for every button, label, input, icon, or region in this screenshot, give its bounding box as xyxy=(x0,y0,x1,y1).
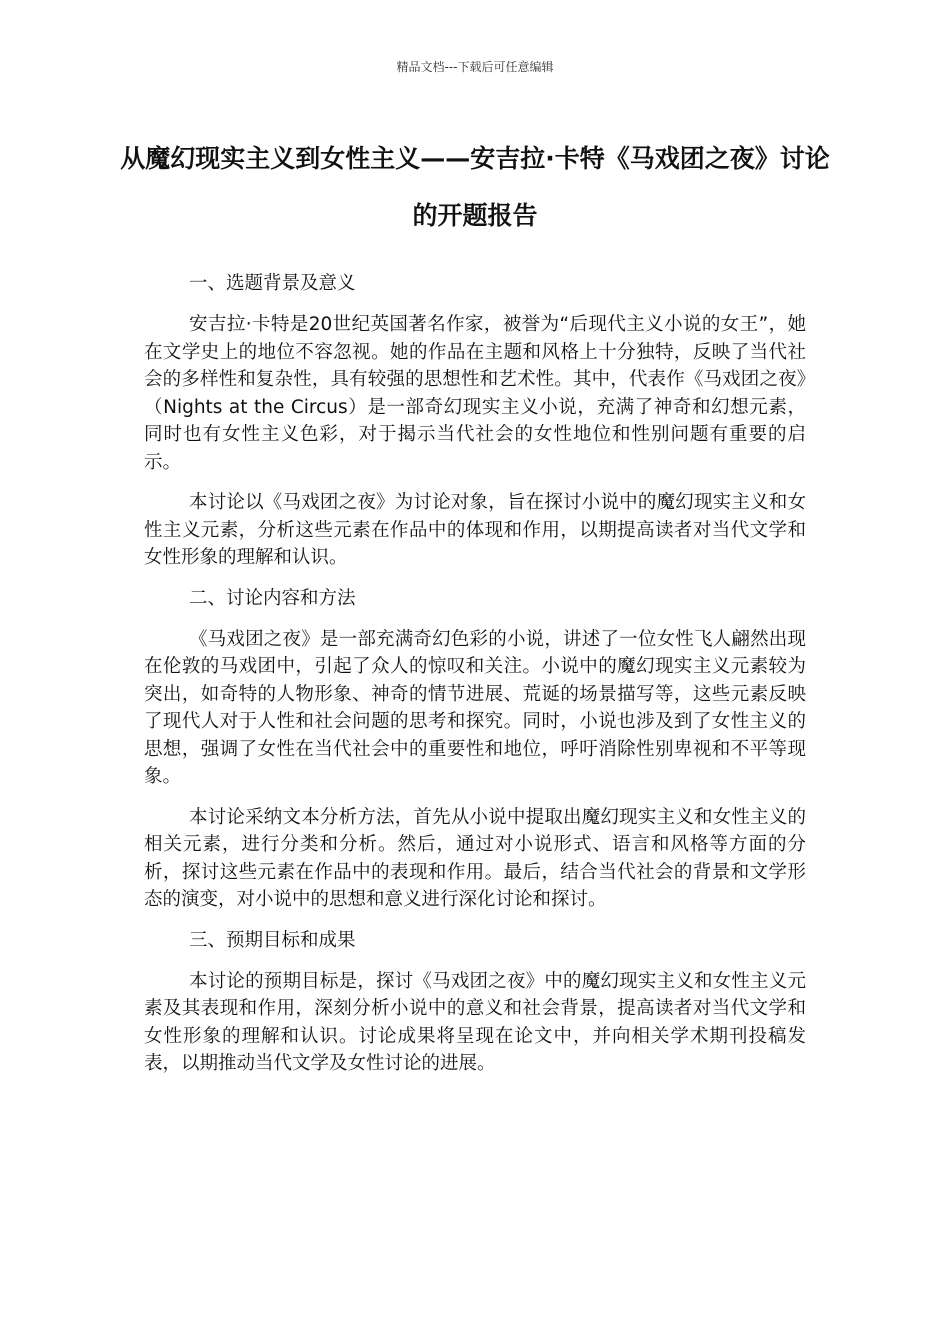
document-title: 从魔幻现实主义到女性主义——安吉拉·卡特《马戏团之夜》讨论的开题报告 xyxy=(120,144,830,230)
paragraph: 本讨论的预期目标是，探讨《马戏团之夜》中的魔幻现实主义和女性主义元素及其表现和作用，深刻分析小说中的意义和社会背景，提高读者对当代文学和女性形象的理解和认识。讨论成果将呈现在论文中，并向相关学术期刊投稿发表，以期推动当代文学及女性讨论的进展。 xyxy=(144,970,806,1074)
section-heading: 一、选题背景及意义 xyxy=(189,273,356,294)
section-background xyxy=(144,270,806,572)
section-heading: 三、预期目标和成果 xyxy=(189,929,356,951)
section-heading: 二、讨论内容和方法 xyxy=(189,587,356,609)
section-content-method xyxy=(144,585,806,914)
header-note: 精品文档---下载后可任意编辑 xyxy=(396,60,554,74)
paragraph: 本讨论以《马戏团之夜》为讨论对象，旨在探讨小说中的魔幻现实主义和女性主义元素，分析这些元素在作品中的体现和作用，以期提高读者对当代文学和女性形象的理解和认识。 xyxy=(144,492,806,568)
document-body xyxy=(144,270,806,1091)
paragraph: 《马戏团之夜》是一部充满奇幻色彩的小说，讲述了一位女性飞人翩然出现在伦敦的马戏团中，引起了众人的惊叹和关注。小说中的魔幻现实主义元素较为突出，如奇特的人物形象、神奇的情节进展、荒诞的场景描写等，这些元素反映了现代人对于人性和社会问题的思考和探究。同时，小说也涉及到了女性主义的思想，强调了女性在当代社会中的重要性和地位，呼吁消除性别卑视和不平等现象。 xyxy=(144,628,806,787)
paragraph: 安吉拉·卡特是20世纪英国著名作家，被誉为“后现代主义小说的女王”，她在文学史上的地位不容忽视。她的作品在主题和风格上十分独特，反映了当代社会的多样性和复杂性，具有较强的思想性和艺术性。其中，代表作《马戏团之夜》（Nights at the Circus）是一部奇幻现实主义小说，充满了神奇和幻想元素，同时也有女性主义色彩，对于揭示当代社会的女性地位和性别问题有重要的启示。 xyxy=(144,314,806,473)
paragraph: 本讨论采纳文本分析方法，首先从小说中提取出魔幻现实主义和女性主义的相关元素，进行分类和分析。然后，通过对小说形式、语言和风格等方面的分析，探讨这些元素在作品中的表现和作用。最后，结合当代社会的背景和文学形态的演变，对小说中的思想和意义进行深化讨论和探讨。 xyxy=(144,806,806,910)
section-goals xyxy=(144,927,806,1078)
